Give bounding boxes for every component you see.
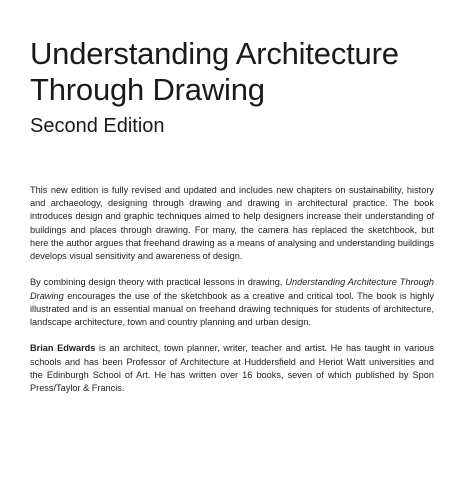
blurb-paragraph-1: This new edition is fully revised and updated and includes new chapters on sustainability, history and archaeology, designing through drawing and drawing in architectural practice. The book introduces design and graphic techniques aimed to help designers increase their understanding of buildings and places through drawing. For many, the camera has replaced the sketchbook, but here the author argues that freehand drawing as a means of analysing and understanding buildings develops visual sensitivity and awareness of design. [30,185,434,262]
author-name: Brian Edwards [30,343,96,354]
blurb-paragraph-2-start: By combining design theory with practical lessons in drawing, [30,277,286,288]
book-title-line-2: Through Drawing [30,72,265,107]
blurb-paragraph-2-end: encourages the use of the sketchbook as a creative and critical tool. The book is highly illustrated and is an essential manual on freehand drawing techniques for students of architecture, landscape architecture, town and country planning and urban design. [30,290,434,328]
blurb-paragraph-2 [30,276,434,329]
author-bio [30,342,434,395]
author-bio-text: is an architect, town planner, writer, teacher and artist. He has taught in various schools and has been Professor of Architecture at Huddersfield and Heriot Watt universities and the Edinburgh School of Art. He has written over 16 books, seven of which published by Spon Press/Taylor & Francis. [30,343,434,394]
edition-label: Second Edition [30,115,165,137]
book-title-italic: Understanding Architecture Through Drawing [30,277,434,301]
book-title [30,36,450,108]
blurb [30,184,434,408]
book-title-line-1: Understanding Architecture [30,36,399,71]
